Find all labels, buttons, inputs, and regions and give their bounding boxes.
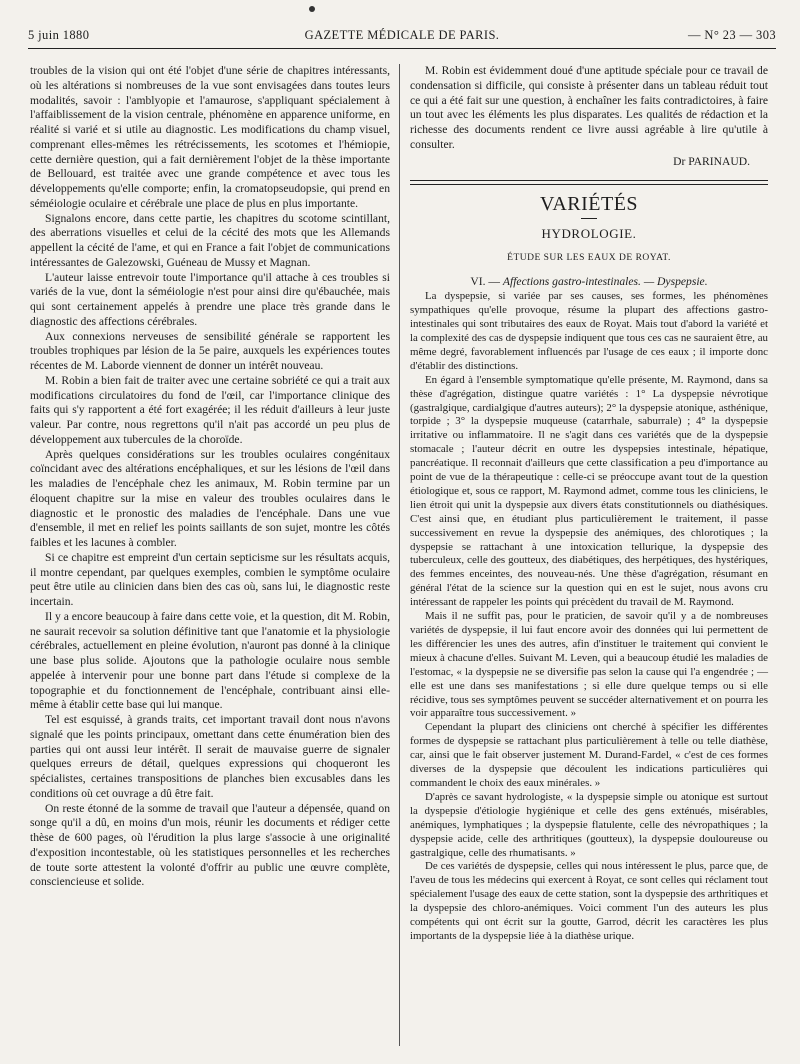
header-title: GAZETTE MÉDICALE DE PARIS. — [304, 28, 500, 42]
binding-hole-mark — [309, 6, 315, 12]
header-page-info — [688, 28, 776, 43]
right-column — [410, 64, 768, 944]
header-rule — [28, 48, 776, 49]
header-date: 5 juin 1880 — [28, 28, 90, 42]
article-paragraph: D'après ce savant hydrologiste, « la dyspepsie simple ou atonique est surtout la dyspepsie d'étiologie hygiénique et celle des gens exténués, misérables, anémiques, lymphatiques ; la dyspepsie flatulente, celle des névropathiques ; la dyspepsie acide, celle des arthritiques (goutteux), la dyspepsie douloureuse ou gastralgique, celle des rhumatisants. » — [410, 790, 768, 859]
left-paragraph: Si ce chapitre est empreint d'un certain septicisme sur les résultats acquis, il montre cependant, par quelques exemples, combien le symptôme oculaire peut être utile au clinicien dans bien des cas où, sans lui, le diagnostic reste incertain. — [30, 550, 390, 608]
title-dash — [581, 218, 597, 219]
review-closing-paragraph: M. Robin est évidemment doué d'une aptitude spéciale pour ce travail de condensation si difficile, qui consiste à présenter dans un tableau réduit tout ce qui a été fait sur une question, à enchaîner les faits contradictoires, à faire un tout avec les éléments les plus disparates. Les qualités de rédaction et la richesse des documents rendent ce livre aussi agréable à lire qu'utile à consulter. — [410, 64, 768, 151]
section-title: VARIÉTÉS — [539, 193, 639, 216]
article-paragraph: De ces variétés de dyspepsie, celles qui nous intéressent le plus, parce que, de l'aveu de tous les médecins qui exercent à Royat, ce sont celles qui réclament tout spécialement l'usage des eaux de cette station, sont la dyspepsie des arthritiques et la dyspepsie des chloro-anémiques. Voici comment l'un des auteurs les plus compétents qui ont écrit sur la goutte, Garrod, décrit les caractères les plus importants de la dyspepsie liée à la diathèse urique. — [410, 860, 768, 942]
left-paragraph: M. Robin a bien fait de traiter avec une certaine sobriété ce qui a trait aux modifications circulatoires du fond de l'œil, car l'importance clinique des faits qui s'y rapportent a été fort exagérée; il les réduit d'ailleurs à leur juste valeur. Par contre, nous regrettons qu'il n'ait pas accordé un peu plus de développement aux tubercules de la choroïde. — [30, 373, 390, 446]
header-page-number: 303 — [756, 28, 776, 42]
left-paragraph: L'auteur laisse entrevoir toute l'importance qu'il attache à ces troubles si variés de la vue, dont la séméiologie n'est pour ainsi dire qu'ébauchée, mais qui sont certainement appelés à prendre une place très grande dans le diagnostic des affections cérébrales. — [30, 270, 390, 328]
left-column — [30, 64, 390, 890]
section-double-rule — [410, 180, 768, 185]
chapter-heading — [410, 275, 768, 290]
column-divider — [399, 64, 400, 1046]
author-signature: Dr PARINAUD. — [673, 154, 750, 168]
article-paragraph: Cependant la plupart des cliniciens ont cherché à spécifier les différentes formes de dyspepsie se rattachant plus particulièrement à telle ou telle diathèse, car, ainsi que le fait observer justement M. Durand-Fardel, « c'est de ces formes diverses de la dyspepsie que découlent les indications particulières qui commandent le choix des eaux minérales. » — [410, 721, 768, 789]
article-paragraph: Mais il ne suffit pas, pour le praticien, de savoir qu'il y a de nombreuses variétés de dyspepsie, il lui faut encore avoir des données qui lui permettent de les différencier les unes des autres, afin d'instituer le traitement qui convient le mieux à chacune d'elles. Suivant M. Leven, qui a beaucoup étudié les maladies de l'estomac, « la dyspepsie ne se diversifie pas selon la cause qui l'a engendrée ; — elle est une dans ses manifestations ; si elle dure quelque temps ou si elle récidive, tous ses symptômes peuvent se succéder alternativement et on pourra les voir apparaître tous successivement. » — [410, 610, 768, 720]
header-number: — N° 23 — — [688, 28, 753, 42]
article-paragraph: La dyspepsie, si variée par ses causes, ses formes, les phénomènes sympathiques qu'elle provoque, résume la plupart des affections gastro-intestinales qui sont tributaires des eaux de Royat. Mais tout d'abord la variété et la complexité des cas de dyspepsie indiquent que tous ces cas ne sauraient être, au même degré, favorablement influencés par l'usage de ces eaux ; il importe donc d'établir des distinctions. — [410, 290, 768, 372]
chapter-number: VI. — — [470, 274, 500, 288]
left-paragraph: Il y a encore beaucoup à faire dans cette voie, et la question, dit M. Robin, ne saurait recevoir sa solution définitive tant que l'anatomie et la physiologie cérébrales, actuellement en pleine évolution, n'auront pas donné à la clinique une base plus solide. Ajoutons que la pathologie oculaire nous semble appelée à intervenir pour une bonne part dans l'étude si complexe de la topographie et du fonctionnement de l'encéphale, contribuant ainsi elle-même à établir cette base qui lui manque. — [30, 609, 390, 712]
subsection-title: HYDROLOGIE. — [541, 226, 637, 241]
left-paragraph: Aux connexions nerveuses de sensibilité générale se rapportent les troubles trophiques par lésion de la 5e paire, auxquels les expériences toutes récentes de M. Laborde viennent de donner un intérêt nouveau. — [30, 329, 390, 372]
left-paragraph: Signalons encore, dans cette partie, les chapitres du scotome scintillant, des aberrations visuelles et celui de la cécité des mots que les Allemands appellent la cécité de l'ame, et qui en France a fait l'objet de communications intéressantes de Galezowski, Guéneau de Mussy et Magnan. — [30, 211, 390, 269]
left-paragraph: On reste étonné de la somme de travail que l'auteur a dépensée, quand on songe qu'il a dû, en moins d'un mois, réunir les documents et rédiger cette thèse de 600 pages, où l'érudition la plus large s'associe à une originalité d'exposition incontestable, où les statistiques personnelles et les recherches de toute sorte attestent la volonté d'offrir au public une œuvre complète, consciencieuse et solide. — [30, 801, 390, 889]
article-paragraph: En égard à l'ensemble symptomatique qu'elle présente, M. Raymond, dans sa thèse d'agrégation, distingue quatre variétés : 1° La dyspepsie névrotique (gastralgique, cardialgique d'autres auteurs); 2° la dyspepsie atonique, asthénique, torpide ; 3° la dyspepsie muqueuse (catarrhale, saburrale) ; 4° la dyspepsie irritative ou inflammatoire. Il ne s'agit dans ces variétés que de la dyspepsie stomacale ; l'auteur décrit en outre les dyspepsies intestinale, hépatique, pancréatique. Il reconnait d'ailleurs que cette classification a peu d'importance au point de vue de la thérapeutique : celle-ci se préoccupe avant tout de la question étiologique et, sous ce rapport, M. Raymond admet, comme tous les cliniciens, le lien étroit qui unit la dyspepsie aux divers états constitutionnels ou diathésiques. C'est ainsi que, en étudiant plus particulièrement le traitement, il passe successivement en revue la dyspepsie des anémiques, des chlorotiques ; la dyspepsie se rattachant à une intoxication tellurique, la dyspepsie des tuberculeux, celle des goutteux, des diabétiques, des herpétiques, des hystériques, des femmes enceintes, des nouveau-nés. Une thèse d'agrégation, résumant en général l'état de la science sur la question qui en est le sujet, nous avons cru intéressant de rappeler les points qui précèdent du travail de M. Raymond. — [410, 373, 768, 609]
left-paragraph: Après quelques considérations sur les troubles oculaires congénitaux coïncidant avec des altérations encéphaliques, et sur les lésions de l'œil dans les maladies de l'encéphale chez les animaux, M. Robin termine par un éloquent chapitre sur la mise en valeur des troubles oculaires dans le diagnostic et le pronostic des maladies de l'encéphale. Dans une vue d'ensemble, il met en relief les points saillants de son sujet, montre les côtés faibles et les lacunes à combler. — [30, 447, 390, 549]
left-paragraph: troubles de la vision qui ont été l'objet d'une série de chapitres intéressants, où les altérations si nombreuses de la vue sont envisagées dans toutes leurs modalités, savoir : l'amblyopie et l'amaurose, s'appliquant spécialement à l'affaiblissement de la vision centrale, phénomène en apparence uniforme, en réalité si varié et si utile au diagnostic. Les modifications du champ visuel, comprenant elles-mêmes les rétrécissements, les scotomes et l'hémiopie, cette dernière question, qui a fait dernièrement l'objet de la thèse importante de Bellouard, est traitée avec une grande compétence et avec tous les développements qu'elle comporte; enfin, la cromatopseudopsie, qui prend en séméiologie oculaire et cérébrale une place de plus en plus importante. — [30, 64, 390, 210]
chapter-title: Affections gastro-intestinales. — Dyspepsie. — [502, 274, 708, 288]
page-header — [28, 24, 776, 46]
study-title: ÉTUDE SUR LES EAUX DE ROYAT. — [507, 252, 671, 263]
left-paragraph: Tel est esquissé, à grands traits, cet important travail dont nous n'avons signalé que les points principaux, omettant dans cette énumération bien des parties qui ont aussi leur intérêt. Il serait de mauvaise guerre de signaler quelques erreurs de détail, quelques expressions qui choqueront les spécialistes, certaines transpositions de planches bien excusables dans les conditions où cet ouvrage a dû être fait. — [30, 713, 390, 800]
article-body — [410, 290, 768, 944]
